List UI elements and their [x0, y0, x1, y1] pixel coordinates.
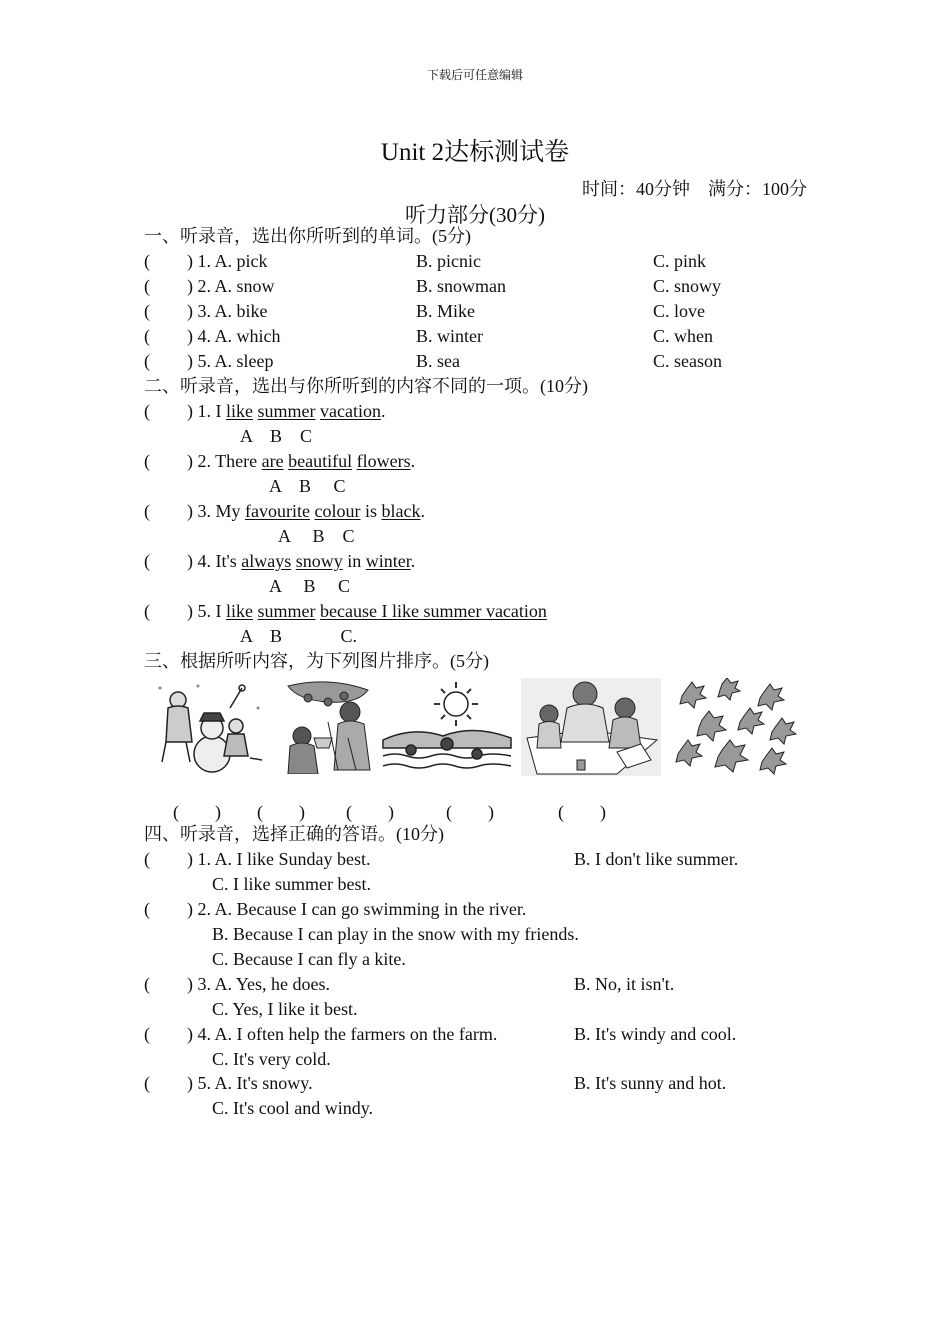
sec4-item2-a: ) 2. A. Because I can go swimming in the river. — [187, 899, 527, 919]
answer-paren: ( — [144, 849, 150, 869]
sec1-item1-a: ) 1. A. pick — [187, 251, 268, 271]
sec4-item5-b: B. It's sunny and hot. — [574, 1073, 727, 1093]
snowman-winter-picture — [150, 678, 270, 774]
answer-paren: ( — [144, 301, 150, 321]
sec2-item4-sentence: ) 4. It's always snowy in winter. — [187, 551, 416, 571]
sec1-item5-c: C. season — [653, 351, 722, 371]
sec4-item4-c: C. It's very cold. — [212, 1049, 331, 1069]
answer-blank-4[interactable]: ( ) — [446, 802, 494, 822]
sec4-item1-c: C. I like summer best. — [212, 874, 371, 894]
sec4-item4-b: B. It's windy and cool. — [574, 1024, 737, 1044]
sec2-item3-labels: A B C — [278, 526, 355, 546]
sec4-item5-c: C. It's cool and windy. — [212, 1098, 374, 1118]
answer-blank-2[interactable]: ( ) — [257, 802, 305, 822]
sec1-item5-b: B. sea — [416, 351, 460, 371]
section-subtitle: 听力部分(30分) — [405, 203, 545, 227]
sec1-item2-a: ) 2. A. snow — [187, 276, 275, 296]
sec1-item3-c: C. love — [653, 301, 705, 321]
answer-paren: ( — [144, 351, 150, 371]
sec2-item1-sentence: ) 1. I like summer vacation. — [187, 401, 386, 421]
page-title: Unit 2达标测试卷 — [380, 139, 570, 166]
answer-paren: ( — [144, 899, 150, 919]
answer-paren: ( — [144, 326, 150, 346]
falling-leaves-picture — [672, 678, 800, 776]
answer-paren: ( — [144, 251, 150, 271]
answer-paren: ( — [144, 974, 150, 994]
sec1-item5-a: ) 5. A. sleep — [187, 351, 274, 371]
section4-heading: 四、听录音，选择正确的答语。(10分) — [144, 824, 444, 844]
section2-heading: 二、听录音，选出与你所听到的内容不同的一项。(10分) — [144, 376, 588, 396]
sec2-item5-labels: A B C. — [240, 626, 358, 646]
answer-blank-1[interactable]: ( ) — [173, 802, 221, 822]
sec1-item4-c: C. when — [653, 326, 713, 346]
sec2-item2-labels: A B C — [269, 476, 346, 496]
section3-heading: 三、根据所听内容，为下列图片排序。(5分) — [144, 651, 489, 671]
answer-paren: ( — [144, 401, 150, 421]
sec1-item1-c: C. pink — [653, 251, 707, 271]
picking-fruit-picture — [278, 678, 374, 774]
swimming-summer-picture — [381, 678, 513, 774]
sec4-item2-c: C. Because I can fly a kite. — [212, 949, 406, 969]
sec2-item5-sentence: ) 5. I like summer because I like summer vacation — [187, 601, 547, 621]
sec2-item4-labels: A B C — [269, 576, 351, 596]
sec2-item3-sentence: ) 3. My favourite colour is black. — [187, 501, 425, 521]
sec1-item2-b: B. snowman — [416, 276, 506, 296]
answer-paren: ( — [144, 1073, 150, 1093]
answer-paren: ( — [144, 1024, 150, 1044]
sec1-item4-b: B. winter — [416, 326, 483, 346]
answer-paren: ( — [144, 276, 150, 296]
sec1-item3-a: ) 3. A. bike — [187, 301, 268, 321]
time-score-info: 时间：40分钟 满分：100分 — [582, 179, 807, 199]
picnic-picture — [521, 678, 661, 776]
sec4-item4-a: ) 4. A. I often help the farmers on the farm. — [187, 1024, 498, 1044]
sec4-item3-b: B. No, it isn't. — [574, 974, 675, 994]
sec2-item1-labels: A B C — [240, 426, 313, 446]
sec1-item2-c: C. snowy — [653, 276, 722, 296]
answer-paren: ( — [144, 601, 150, 621]
sec4-item2-b: B. Because I can play in the snow with my friends. — [212, 924, 579, 944]
answer-paren: ( — [144, 451, 150, 471]
answer-blank-5[interactable]: ( ) — [558, 802, 606, 822]
sec4-item3-a: ) 3. A. Yes, he does. — [187, 974, 331, 994]
header-note: 下载后可任意编辑 — [426, 68, 523, 82]
sec4-item5-a: ) 5. A. It's snowy. — [187, 1073, 313, 1093]
sec2-item2-sentence: ) 2. There are beautiful flowers. — [187, 451, 416, 471]
answer-blank-3[interactable]: ( ) — [346, 802, 394, 822]
sec4-item1-b: B. I don't like summer. — [574, 849, 739, 869]
sec4-item1-a: ) 1. A. I like Sunday best. — [187, 849, 371, 869]
sec1-item4-a: ) 4. A. which — [187, 326, 281, 346]
sec1-item3-b: B. Mike — [416, 301, 476, 321]
answer-paren: ( — [144, 551, 150, 571]
sec4-item3-c: C. Yes, I like it best. — [212, 999, 358, 1019]
section1-heading: 一、听录音，选出你所听到的单词。(5分) — [144, 226, 471, 246]
answer-paren: ( — [144, 501, 150, 521]
sec1-item1-b: B. picnic — [416, 251, 481, 271]
